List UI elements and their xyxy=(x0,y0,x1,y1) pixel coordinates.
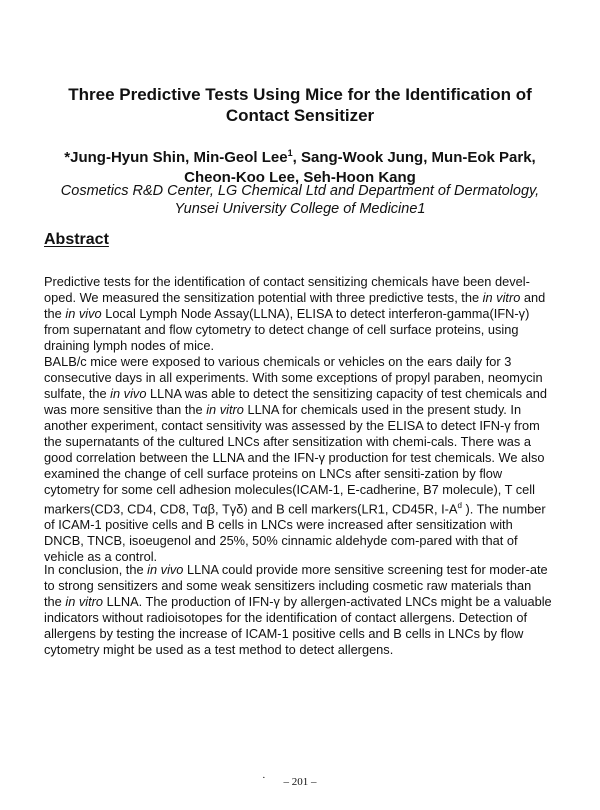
paper-title xyxy=(40,84,560,126)
p3-text-c: LLNA. The production of IFN-γ by allergen-activated LNCs might be a valuable indicators without radioisotopes for the identification of contact allergens. Detection of allergens by testing the increase of ICAM-1 positive cells and B cells in LNCs by flow cytometry might be used as a test method to detect allergens. xyxy=(44,594,552,657)
p2-superscript: d xyxy=(457,501,462,510)
p3-italic-2: in vitro xyxy=(65,594,104,609)
affiliation xyxy=(30,182,570,218)
title-line-1: Three Predictive Tests Using Mice for the Identification of xyxy=(68,85,532,104)
p1-italic-1: in vitro xyxy=(482,290,521,305)
p3-italic-1: in vivo xyxy=(147,562,184,577)
affiliation-line-1: Cosmetics R&D Center, LG Chemical Ltd and Department of Dermatology, xyxy=(60,183,540,199)
authors-line-2: Cheon-Koo Lee, Seh-Hoon Kang xyxy=(184,169,416,186)
p2-text-d: ). The number of ICAM-1 positive cells and B cells in LNCs were increased after sensitization with DNCB, TNCB, isoeugenol and 25%, 50% cinnamic aldehyde com-pared with that of vehicle as a control. xyxy=(44,501,546,565)
p1-text-a: Predictive tests for the identification of contact sensitizing chemicals have been devel-oped. We measured the sensitization potential with three predictive tests, the xyxy=(44,274,530,305)
author-affiliation-mark: 1 xyxy=(287,148,293,158)
title-line-2: Contact Sensitizer xyxy=(225,106,375,125)
page-mark: · xyxy=(262,772,266,784)
abstract-paragraph-1 xyxy=(44,274,552,354)
abstract-paragraph-3 xyxy=(44,562,552,658)
p1-text-c: Local Lymph Node Assay(LLNA), ELISA to detect interferon-gamma(IFN-γ) from supernatant and flow cytometry to detect change of cell surface proteins, using draining lymph nodes of mice. xyxy=(44,306,530,353)
p2-text-b: LLNA was able to detect the sensitizing capacity of test chemicals and was more sensitive than the xyxy=(44,386,547,417)
p1-italic-2: in vivo xyxy=(65,306,102,321)
p2-italic-2: in vitro xyxy=(206,402,244,417)
authors-line-1 xyxy=(30,143,570,168)
abstract-heading: Abstract xyxy=(44,231,109,248)
p3-text-b: LLNA could provide more sensitive screening test for moder-ate to strong sensitizers and some weak sensitizers including cosmetic raw materials than the xyxy=(44,562,548,609)
abstract-paragraph-2 xyxy=(44,354,552,565)
p3-text-a: In conclusion, the xyxy=(44,562,148,577)
authors-line-1a: *Jung-Hyun Shin, Min-Geol Lee xyxy=(64,149,288,166)
p2-text-c: LLNA for chemicals used in the present study. In another experiment, contact sensitivity was assessed by the ELISA to detect IFN-γ from the supernatants of the cultured LNCs after sensitization with chemi-cals. There was a good correlation between the LLNA and the IFN-γ production for test chemicals. We also examined the change of cell surface proteins on LNCs after sensiti-zation by flow cytometry for some cell adhesion molecules(ICAM-1, E-cadherine, B7 molecule), T cell markers(CD3, CD4, CD8, Tαβ, Tγδ) and B cell markers(LR1, CD45R, I-A xyxy=(44,402,545,517)
affiliation-line-2: Yunsei University College of Medicine1 xyxy=(174,201,426,217)
page-number: – 201 – xyxy=(283,776,317,788)
p1-text-b: and the xyxy=(44,290,546,321)
p2-italic-1: in vivo xyxy=(110,386,147,401)
authors-line-1b: , Sang-Wook Jung, Mun-Eok Park, xyxy=(292,149,536,166)
p2-text-a: BALB/c mice were exposed to various chemicals or vehicles on the ears daily for 3 consecutive days in all experiments. With some exceptions of propyl paraben, neomycin sulfate, the xyxy=(44,354,543,401)
